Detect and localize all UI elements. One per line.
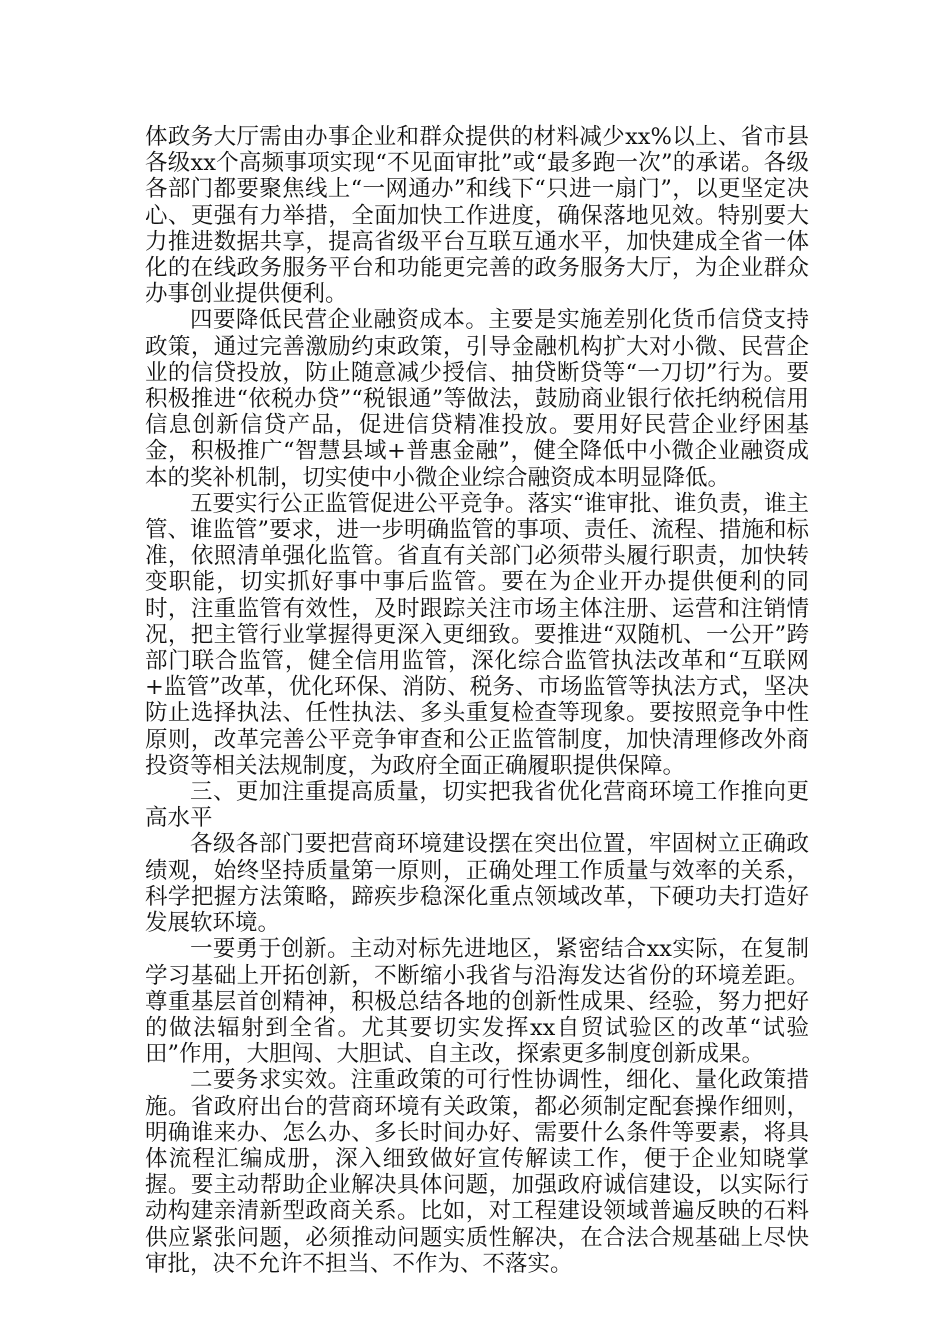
paragraph-continuation: 体政务大厅需由办事企业和群众提供的材料减少xx%以上、省市县各级xx个高频事项实现“不见面审批”或“最多跑一次”的承诺。各级各部门都要聚焦线上“一网通办”和线下“只进一扇门”，以更坚定决心、更强有力举措，全面加快工作进度，确保落地见效。特别要大力推进数据共享，提高省级平台互联互通水平，加快建成全省一体化的在线政务服务平台和功能更完善的政务服务大厅，为企业群众办事创业提供便利。 <box>145 124 809 308</box>
paragraph-business-environment: 各级各部门要把营商环境建设摆在突出位置，牢固树立正确政绩观，始终坚持质量第一原则，正确处理工作质量与效率的关系，科学把握方法策略，蹄疾步稳深化重点领域改革，下硬功夫打造好发展软环境。 <box>145 831 809 937</box>
document-page <box>145 124 809 1277</box>
paragraph-fair-supervision: 五要实行公正监管促进公平竞争。落实“谁审批、谁负责，谁主管、谁监管”要求，进一步明确监管的事项、责任、流程、措施和标准，依照清单强化监管。省直有关部门必须带头履行职责，加快转变职能，切实抓好事中事后监管。要在为企业开办提供便利的同时，注重监管有效性，及时跟踪关注市场主体注册、运营和注销情况，把主管行业掌握得更深入更细致。要推进“双随机、一公开”跨部门联合监管，健全信用监管，深化综合监管执法改革和“互联网+监管”改革，优化环保、消防、税务、市场监管等执法方式，坚决防止选择执法、任性执法、多头重复检查等现象。要按照竞争中性原则，改革完善公平竞争审查和公正监管制度，加快清理修改外商投资等相关法规制度，为政府全面正确履职提供保障。 <box>145 490 810 779</box>
section-heading-quality: 三、更加注重提高质量，切实把我省优化营商环境工作推向更高水平 <box>145 779 809 832</box>
paragraph-effectiveness: 二要务求实效。注重政策的可行性协调性，细化、量化政策措施。省政府出台的营商环境有关政策，都必须制定配套操作细则，明确谁来办、怎么办、多长时间办好、需要什么条件等要素，将具体流程汇编成册，深入细致做好宣传解读工作，便于企业知晓掌握。要主动帮助企业解决具体问题，加强政府诚信建设，以实际行动构建亲清新型政商关系。比如，对工程建设领域普遍反映的石料供应紧张问题，必须推动问题实质性解决，在合法合规基础上尽快审批，决不允许不担当、不作为、不落实。 <box>145 1067 809 1277</box>
paragraph-innovation: 一要勇于创新。主动对标先进地区，紧密结合xx实际，在复制学习基础上开拓创新，不断缩小我省与沿海发达省份的环境差距。尊重基层首创精神，积极总结各地的创新性成果、经验，努力把好的做法辐射到全省。尤其要切实发挥xx自贸试验区的改革“试验田”作用，大胆闯、大胆试、自主改，探索更多制度创新成果。 <box>145 936 809 1068</box>
paragraph-financing-costs: 四要降低民营企业融资成本。主要是实施差别化货币信贷支持政策，通过完善激励约束政策，引导金融机构扩大对小微、民营企业的信贷投放，防止随意减少授信、抽贷断贷等“一刀切”行为。要积极推进“依税办贷”“税银通”等做法，鼓励商业银行依托纳税信用信息创新信贷产品，促进信贷精准投放。要用好民营企业纾困基金，积极推广“智慧县域+普惠金融”，健全降低中小微企业融资成本的奖补机制，切实使中小微企业综合融资成本明显降低。 <box>145 307 809 491</box>
